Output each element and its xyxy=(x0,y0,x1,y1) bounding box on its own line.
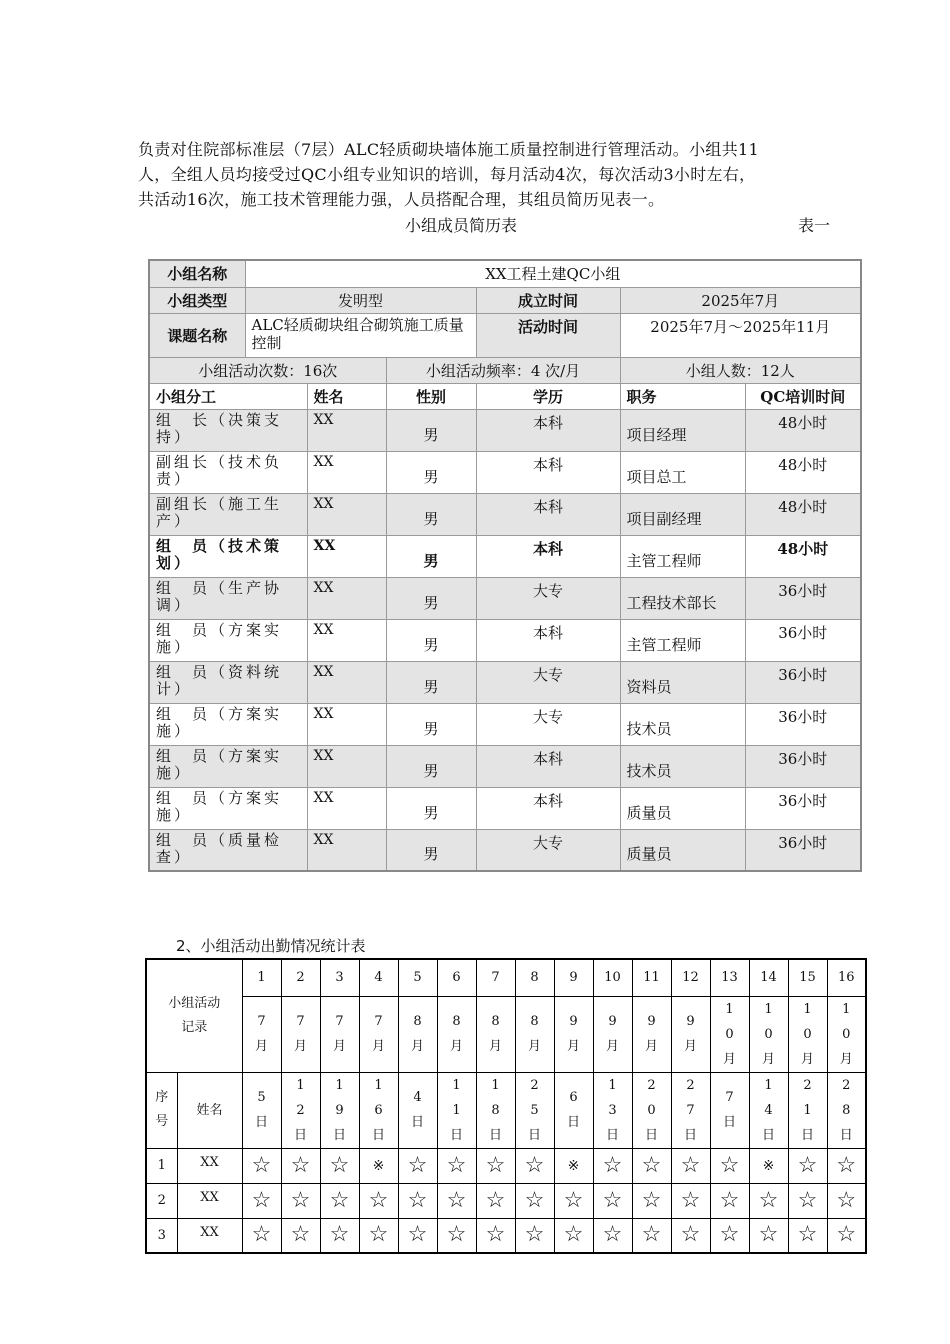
session-month: 10月 xyxy=(788,996,827,1072)
session-month: 9月 xyxy=(632,996,671,1072)
member-title: 项目副经理 xyxy=(620,493,745,535)
member-table xyxy=(148,259,862,872)
group-name-label: 小组名称 xyxy=(149,260,245,287)
table-row xyxy=(149,493,861,535)
attendance-star-icon: ☆ xyxy=(593,1218,632,1253)
member-training: 36小时 xyxy=(745,829,861,871)
group-name-value: XX工程土建QC小组 xyxy=(245,260,861,287)
session-day: 12日 xyxy=(281,1072,320,1148)
session-month: 7月 xyxy=(359,996,398,1072)
member-gender: 男 xyxy=(386,745,476,787)
member-education: 本科 xyxy=(476,451,620,493)
attendance-star-icon: ☆ xyxy=(788,1218,827,1253)
member-training: 36小时 xyxy=(745,661,861,703)
session-number: 3 xyxy=(320,959,359,996)
member-education: 本科 xyxy=(476,409,620,451)
attendance-star-icon: ☆ xyxy=(827,1148,866,1183)
table-row xyxy=(149,577,861,619)
member-gender: 男 xyxy=(386,451,476,493)
activity-frequency: 小组活动频率：4 次/月 xyxy=(386,357,620,383)
attendance-star-icon: ☆ xyxy=(242,1218,281,1253)
member-training: 48小时 xyxy=(745,409,861,451)
member-gender: 男 xyxy=(386,577,476,619)
intro-line: 人，全组人员均接受过QC小组专业知识的培训，每月活动4次，每次活动3小时左右， xyxy=(138,165,756,184)
member-education: 本科 xyxy=(476,787,620,829)
member-role: 副组长（施工生产） xyxy=(149,493,307,535)
session-month: 9月 xyxy=(593,996,632,1072)
session-day: 28日 xyxy=(827,1072,866,1148)
session-day: 13日 xyxy=(593,1072,632,1148)
attendee-seq: 1 xyxy=(146,1148,177,1183)
member-education: 大专 xyxy=(476,661,620,703)
attendance-star-icon: ☆ xyxy=(710,1218,749,1253)
attendance-star-icon: ☆ xyxy=(632,1218,671,1253)
member-gender: 男 xyxy=(386,661,476,703)
member-gender: 男 xyxy=(386,535,476,577)
session-number: 1 xyxy=(242,959,281,996)
session-day: 25日 xyxy=(515,1072,554,1148)
attendance-star-icon: ☆ xyxy=(554,1183,593,1218)
member-training: 36小时 xyxy=(745,745,861,787)
member-title: 项目总工 xyxy=(620,451,745,493)
attendance-star-icon: ☆ xyxy=(281,1218,320,1253)
attendance-star-icon: ☆ xyxy=(242,1183,281,1218)
session-day: 21日 xyxy=(788,1072,827,1148)
member-education: 大专 xyxy=(476,703,620,745)
table-row xyxy=(146,1218,866,1253)
attendee-name: XX xyxy=(177,1218,242,1253)
attendance-star-icon: ☆ xyxy=(359,1218,398,1253)
table-row xyxy=(149,619,861,661)
member-training: 48小时 xyxy=(745,493,861,535)
attendance-star-icon: ☆ xyxy=(437,1218,476,1253)
period-label: 活动时间 xyxy=(476,313,620,357)
attendance-star-icon: ☆ xyxy=(398,1218,437,1253)
member-role: 组 员（方案实施） xyxy=(149,745,307,787)
table-row xyxy=(149,703,861,745)
attendance-star-icon: ☆ xyxy=(476,1148,515,1183)
session-month: 7月 xyxy=(320,996,359,1072)
session-day: 5日 xyxy=(242,1072,281,1148)
session-day: 20日 xyxy=(632,1072,671,1148)
member-role: 组 员（方案实施） xyxy=(149,619,307,661)
group-type-value: 发明型 xyxy=(245,287,476,313)
absence-mark: ※ xyxy=(554,1148,593,1183)
session-number: 2 xyxy=(281,959,320,996)
table-row xyxy=(149,451,861,493)
attendance-star-icon: ☆ xyxy=(710,1183,749,1218)
session-number: 16 xyxy=(827,959,866,996)
attendance-star-icon: ☆ xyxy=(476,1183,515,1218)
attendee-name: XX xyxy=(177,1148,242,1183)
member-title: 资料员 xyxy=(620,661,745,703)
attendance-star-icon: ☆ xyxy=(749,1183,788,1218)
member-role: 组 员（质量检查） xyxy=(149,829,307,871)
member-training: 36小时 xyxy=(745,577,861,619)
member-training: 48小时 xyxy=(745,451,861,493)
member-training: 36小时 xyxy=(745,703,861,745)
member-name: XX xyxy=(307,619,386,661)
attendance-star-icon: ☆ xyxy=(788,1183,827,1218)
attendance-star-icon: ☆ xyxy=(515,1218,554,1253)
session-number: 4 xyxy=(359,959,398,996)
session-day: 14日 xyxy=(749,1072,788,1148)
header-role: 小组分工 xyxy=(149,383,307,409)
attendee-seq: 2 xyxy=(146,1183,177,1218)
attendance-star-icon: ☆ xyxy=(827,1218,866,1253)
attendance-star-icon: ☆ xyxy=(788,1148,827,1183)
absence-mark: ※ xyxy=(749,1148,788,1183)
table-row xyxy=(149,745,861,787)
member-role: 组 员（技术策划） xyxy=(149,535,307,577)
session-day: 27日 xyxy=(671,1072,710,1148)
member-name: XX xyxy=(307,451,386,493)
session-month: 7月 xyxy=(281,996,320,1072)
activity-count: 小组活动次数：16次 xyxy=(149,357,386,383)
founded-value: 2025年7月 xyxy=(620,287,861,313)
member-training: 36小时 xyxy=(745,787,861,829)
member-training: 48小时 xyxy=(745,535,861,577)
member-title: 主管工程师 xyxy=(620,619,745,661)
absence-mark: ※ xyxy=(359,1148,398,1183)
session-day: 7日 xyxy=(710,1072,749,1148)
attendance-star-icon: ☆ xyxy=(437,1148,476,1183)
member-gender: 男 xyxy=(386,493,476,535)
member-education: 本科 xyxy=(476,535,620,577)
attendance-star-icon: ☆ xyxy=(515,1183,554,1218)
session-number: 7 xyxy=(476,959,515,996)
member-education: 大专 xyxy=(476,577,620,619)
attendance-star-icon: ☆ xyxy=(749,1218,788,1253)
attendee-name: XX xyxy=(177,1183,242,1218)
session-month: 10月 xyxy=(710,996,749,1072)
member-role: 组 员（方案实施） xyxy=(149,703,307,745)
session-month: 10月 xyxy=(827,996,866,1072)
header-training: QC培训时间 xyxy=(745,383,861,409)
member-title: 技术员 xyxy=(620,703,745,745)
table-row xyxy=(149,535,861,577)
session-month: 9月 xyxy=(554,996,593,1072)
group-type-label: 小组类型 xyxy=(149,287,245,313)
attendance-star-icon: ☆ xyxy=(554,1218,593,1253)
table-row xyxy=(146,1148,866,1183)
member-education: 本科 xyxy=(476,493,620,535)
session-number: 12 xyxy=(671,959,710,996)
session-number: 9 xyxy=(554,959,593,996)
member-role: 组 员（生产协调） xyxy=(149,577,307,619)
member-name: XX xyxy=(307,661,386,703)
activity-record-label: 小组活动记录 xyxy=(146,959,242,1072)
attendance-star-icon: ☆ xyxy=(593,1148,632,1183)
member-title: 质量员 xyxy=(620,787,745,829)
session-day: 16日 xyxy=(359,1072,398,1148)
session-day: 18日 xyxy=(476,1072,515,1148)
table-row xyxy=(146,1183,866,1218)
session-number: 15 xyxy=(788,959,827,996)
member-title: 项目经理 xyxy=(620,409,745,451)
member-name: XX xyxy=(307,493,386,535)
attendance-star-icon: ☆ xyxy=(827,1183,866,1218)
session-month: 10月 xyxy=(749,996,788,1072)
attendance-star-icon: ☆ xyxy=(437,1183,476,1218)
attendance-star-icon: ☆ xyxy=(398,1148,437,1183)
table-row xyxy=(149,661,861,703)
session-month: 8月 xyxy=(476,996,515,1072)
member-gender: 男 xyxy=(386,703,476,745)
attendance-star-icon: ☆ xyxy=(281,1148,320,1183)
session-month: 9月 xyxy=(671,996,710,1072)
member-name: XX xyxy=(307,577,386,619)
attendance-star-icon: ☆ xyxy=(320,1148,359,1183)
attendance-star-icon: ☆ xyxy=(320,1183,359,1218)
member-role: 组 员（资料统计） xyxy=(149,661,307,703)
member-table-caption: 小组成员简历表 xyxy=(405,216,518,235)
member-title: 工程技术部长 xyxy=(620,577,745,619)
topic-value: ALC轻质砌块组合砌筑施工质量控制 xyxy=(245,313,476,357)
member-name: XX xyxy=(307,745,386,787)
session-number: 14 xyxy=(749,959,788,996)
session-number: 6 xyxy=(437,959,476,996)
member-title: 质量员 xyxy=(620,829,745,871)
session-day: 4日 xyxy=(398,1072,437,1148)
member-role: 组 长（决策支持） xyxy=(149,409,307,451)
table-row xyxy=(149,787,861,829)
member-education: 本科 xyxy=(476,745,620,787)
header-name: 姓名 xyxy=(307,383,386,409)
period-value: 2025年7月～2025年11月 xyxy=(620,313,861,357)
session-day: 11日 xyxy=(437,1072,476,1148)
intro-paragraph xyxy=(138,137,868,212)
member-education: 本科 xyxy=(476,619,620,661)
member-role: 组 员（方案实施） xyxy=(149,787,307,829)
session-day: 6日 xyxy=(554,1072,593,1148)
member-title: 主管工程师 xyxy=(620,535,745,577)
member-gender: 男 xyxy=(386,787,476,829)
attendance-title: 2、小组活动出勤情况统计表 xyxy=(176,937,366,955)
member-name: XX xyxy=(307,787,386,829)
attendee-seq: 3 xyxy=(146,1218,177,1253)
member-name: XX xyxy=(307,409,386,451)
seq-label: 序号 xyxy=(146,1072,177,1148)
member-name: XX xyxy=(307,829,386,871)
attendance-star-icon: ☆ xyxy=(671,1183,710,1218)
session-month: 8月 xyxy=(398,996,437,1072)
session-month: 7月 xyxy=(242,996,281,1072)
header-education: 学历 xyxy=(476,383,620,409)
session-month: 8月 xyxy=(515,996,554,1072)
session-number: 5 xyxy=(398,959,437,996)
session-day: 19日 xyxy=(320,1072,359,1148)
member-training: 36小时 xyxy=(745,619,861,661)
member-name: XX xyxy=(307,703,386,745)
intro-line: 共活动16次，施工技术管理能力强，人员搭配合理，其组员简历见表一。 xyxy=(138,190,665,209)
member-role: 副组长（技术负责） xyxy=(149,451,307,493)
topic-label: 课题名称 xyxy=(149,313,245,357)
attendance-star-icon: ☆ xyxy=(671,1218,710,1253)
attendance-star-icon: ☆ xyxy=(632,1148,671,1183)
attendance-star-icon: ☆ xyxy=(515,1148,554,1183)
table-row xyxy=(149,829,861,871)
intro-line: 负责对住院部标准层（7层）ALC轻质砌块墙体施工质量控制进行管理活动。小组共11 xyxy=(138,140,759,159)
header-gender: 性别 xyxy=(386,383,476,409)
table-row xyxy=(149,409,861,451)
attendance-star-icon: ☆ xyxy=(398,1183,437,1218)
session-number: 8 xyxy=(515,959,554,996)
attendance-star-icon: ☆ xyxy=(593,1183,632,1218)
member-table-number: 表一 xyxy=(798,216,831,235)
session-number: 11 xyxy=(632,959,671,996)
attendance-star-icon: ☆ xyxy=(359,1183,398,1218)
attendance-star-icon: ☆ xyxy=(476,1218,515,1253)
session-number: 10 xyxy=(593,959,632,996)
attendance-table xyxy=(145,958,867,1254)
member-title: 技术员 xyxy=(620,745,745,787)
member-gender: 男 xyxy=(386,409,476,451)
member-education: 大专 xyxy=(476,829,620,871)
founded-label: 成立时间 xyxy=(476,287,620,313)
attendance-star-icon: ☆ xyxy=(320,1218,359,1253)
attendance-star-icon: ☆ xyxy=(671,1148,710,1183)
attendance-star-icon: ☆ xyxy=(710,1148,749,1183)
attendance-star-icon: ☆ xyxy=(242,1148,281,1183)
member-gender: 男 xyxy=(386,619,476,661)
attendance-star-icon: ☆ xyxy=(281,1183,320,1218)
member-count: 小组人数：12人 xyxy=(620,357,861,383)
member-gender: 男 xyxy=(386,829,476,871)
session-month: 8月 xyxy=(437,996,476,1072)
header-title: 职务 xyxy=(620,383,745,409)
name-label: 姓名 xyxy=(177,1072,242,1148)
session-number: 13 xyxy=(710,959,749,996)
attendance-star-icon: ☆ xyxy=(632,1183,671,1218)
member-name: XX xyxy=(307,535,386,577)
